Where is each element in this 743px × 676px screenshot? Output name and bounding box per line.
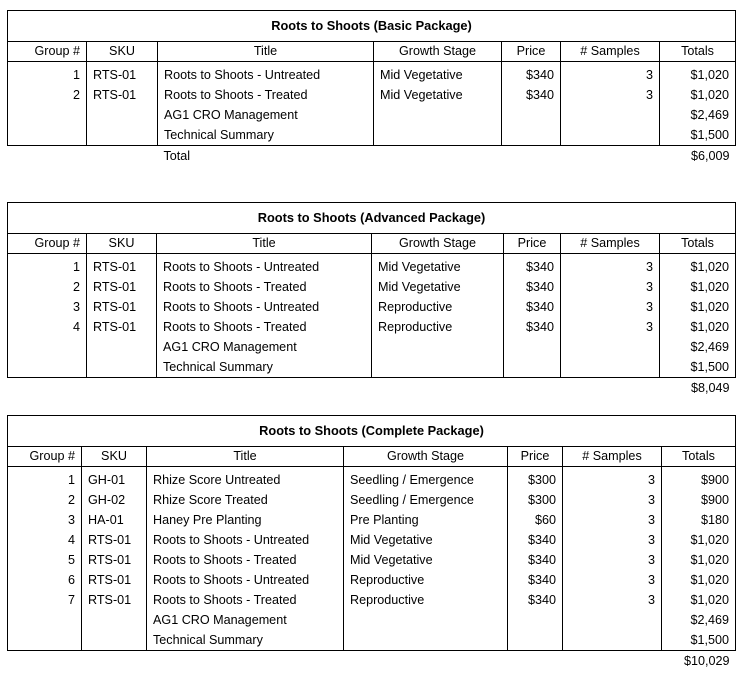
- header-totals: Totals: [660, 234, 736, 254]
- samples-cell: 3: [561, 277, 660, 297]
- sku-cell: GH-02: [82, 490, 147, 510]
- growth-stage-cell: Reproductive: [372, 297, 504, 317]
- totals-cell: $180: [662, 510, 736, 530]
- header-row: [8, 447, 736, 467]
- totals-cell: $2,469: [660, 105, 736, 125]
- price-cell: $340: [502, 85, 561, 105]
- growth-stage-cell: Mid Vegetative: [372, 254, 504, 278]
- sku-cell: RTS-01: [82, 570, 147, 590]
- growth-stage-cell: Pre Planting: [344, 510, 508, 530]
- samples-cell: 3: [563, 510, 662, 530]
- header-group: Group #: [8, 42, 87, 62]
- sku-cell: RTS-01: [82, 530, 147, 550]
- title-cell: AG1 CRO Management: [147, 610, 344, 630]
- totals-cell: $900: [662, 467, 736, 491]
- group-cell: 4: [8, 530, 82, 550]
- table-row: [8, 337, 736, 357]
- title-cell: Roots to Shoots - Untreated: [158, 62, 374, 86]
- samples-cell: 3: [561, 254, 660, 278]
- table-title: Roots to Shoots (Complete Package): [8, 416, 736, 447]
- totals-cell: $1,020: [662, 570, 736, 590]
- header-sku: SKU: [87, 42, 158, 62]
- header-title: Title: [158, 42, 374, 62]
- table-title-row: [8, 416, 736, 447]
- table-row: [8, 62, 736, 86]
- growth-stage-cell: Reproductive: [344, 590, 508, 610]
- header-price: Price: [508, 447, 563, 467]
- sku-cell: [82, 630, 147, 651]
- header-samples: # Samples: [563, 447, 662, 467]
- group-cell: 2: [8, 277, 87, 297]
- price-cell: [508, 630, 563, 651]
- group-cell: 2: [8, 490, 82, 510]
- samples-cell: [563, 610, 662, 630]
- totals-cell: $2,469: [662, 610, 736, 630]
- title-cell: Roots to Shoots - Untreated: [147, 530, 344, 550]
- table-title-row: [8, 203, 736, 234]
- table-title: Roots to Shoots (Advanced Package): [8, 203, 736, 234]
- group-cell: 1: [8, 467, 82, 491]
- growth-stage-cell: Seedling / Emergence: [344, 467, 508, 491]
- growth-stage-cell: [344, 610, 508, 630]
- sku-cell: [82, 610, 147, 630]
- sku-cell: RTS-01: [87, 297, 157, 317]
- total-label: [147, 651, 344, 673]
- table-row: [8, 105, 736, 125]
- title-cell: Roots to Shoots - Treated: [158, 85, 374, 105]
- title-cell: Haney Pre Planting: [147, 510, 344, 530]
- header-group: Group #: [8, 447, 82, 467]
- samples-cell: [561, 105, 660, 125]
- table-row: [8, 467, 736, 491]
- total-label: [157, 378, 372, 400]
- title-cell: Roots to Shoots - Untreated: [157, 297, 372, 317]
- growth-stage-cell: Mid Vegetative: [374, 62, 502, 86]
- totals-cell: $1,020: [660, 62, 736, 86]
- price-cell: $340: [508, 530, 563, 550]
- table-row: [8, 550, 736, 570]
- total-row: [8, 651, 736, 673]
- header-growth-stage: Growth Stage: [372, 234, 504, 254]
- group-cell: 2: [8, 85, 87, 105]
- growth-stage-cell: [374, 125, 502, 146]
- title-cell: Technical Summary: [158, 125, 374, 146]
- sku-cell: [87, 105, 158, 125]
- table-row: [8, 277, 736, 297]
- header-samples: # Samples: [561, 42, 660, 62]
- price-cell: $340: [508, 570, 563, 590]
- header-samples: # Samples: [561, 234, 660, 254]
- basic-package-table: [7, 10, 736, 167]
- group-cell: 6: [8, 570, 82, 590]
- group-cell: [8, 357, 87, 378]
- totals-cell: $2,469: [660, 337, 736, 357]
- samples-cell: [561, 337, 660, 357]
- group-cell: [8, 125, 87, 146]
- group-cell: [8, 610, 82, 630]
- table-row: [8, 630, 736, 651]
- group-cell: 3: [8, 510, 82, 530]
- sku-cell: RTS-01: [87, 85, 158, 105]
- table-body: [8, 62, 736, 146]
- sku-cell: HA-01: [82, 510, 147, 530]
- title-cell: Roots to Shoots - Treated: [147, 590, 344, 610]
- header-growth-stage: Growth Stage: [344, 447, 508, 467]
- header-growth-stage: Growth Stage: [374, 42, 502, 62]
- header-sku: SKU: [87, 234, 157, 254]
- total-value: $6,009: [691, 149, 730, 163]
- growth-stage-cell: Mid Vegetative: [374, 85, 502, 105]
- growth-stage-cell: Reproductive: [372, 317, 504, 337]
- table-body: [8, 254, 736, 378]
- header-price: Price: [502, 42, 561, 62]
- total-label: Total: [163, 149, 191, 163]
- sku-cell: RTS-01: [82, 550, 147, 570]
- samples-cell: [561, 357, 660, 378]
- group-cell: 1: [8, 254, 87, 278]
- sku-cell: RTS-01: [82, 590, 147, 610]
- growth-stage-cell: [372, 337, 504, 357]
- sku-cell: RTS-01: [87, 254, 157, 278]
- table-title: Roots to Shoots (Basic Package): [8, 11, 736, 42]
- samples-cell: 3: [561, 62, 660, 86]
- totals-cell: $1,500: [660, 357, 736, 378]
- table-row: [8, 510, 736, 530]
- growth-stage-cell: [372, 357, 504, 378]
- total-row: [8, 378, 736, 400]
- table-title-row: [8, 11, 736, 42]
- group-cell: 7: [8, 590, 82, 610]
- sku-cell: [87, 125, 158, 146]
- header-row: [8, 42, 736, 62]
- table-row: [8, 317, 736, 337]
- title-cell: Technical Summary: [157, 357, 372, 378]
- samples-cell: 3: [561, 85, 660, 105]
- title-cell: AG1 CRO Management: [158, 105, 374, 125]
- table-row: [8, 85, 736, 105]
- price-cell: $300: [508, 467, 563, 491]
- price-cell: $340: [508, 590, 563, 610]
- table-row: [8, 125, 736, 146]
- table-row: [8, 297, 736, 317]
- growth-stage-cell: [374, 105, 502, 125]
- total-row: [8, 146, 736, 168]
- growth-stage-cell: [344, 630, 508, 651]
- header-title: Title: [157, 234, 372, 254]
- group-cell: [8, 630, 82, 651]
- growth-stage-cell: Mid Vegetative: [344, 550, 508, 570]
- totals-cell: $1,020: [662, 530, 736, 550]
- group-cell: [8, 105, 87, 125]
- samples-cell: 3: [563, 570, 662, 590]
- samples-cell: 3: [563, 490, 662, 510]
- sku-cell: GH-01: [82, 467, 147, 491]
- header-row: [8, 234, 736, 254]
- samples-cell: 3: [563, 467, 662, 491]
- table-row: [8, 610, 736, 630]
- header-price: Price: [504, 234, 561, 254]
- group-cell: 5: [8, 550, 82, 570]
- group-cell: 4: [8, 317, 87, 337]
- price-cell: [504, 357, 561, 378]
- table-row: [8, 570, 736, 590]
- totals-cell: $1,020: [660, 317, 736, 337]
- title-cell: Roots to Shoots - Treated: [157, 277, 372, 297]
- price-cell: [508, 610, 563, 630]
- growth-stage-cell: Mid Vegetative: [344, 530, 508, 550]
- header-group: Group #: [8, 234, 87, 254]
- totals-cell: $1,020: [660, 277, 736, 297]
- sku-cell: RTS-01: [87, 317, 157, 337]
- price-cell: $340: [502, 62, 561, 86]
- table-row: [8, 357, 736, 378]
- header-totals: Totals: [662, 447, 736, 467]
- samples-cell: 3: [563, 550, 662, 570]
- price-cell: [502, 125, 561, 146]
- table-row: [8, 490, 736, 510]
- price-cell: $300: [508, 490, 563, 510]
- totals-cell: $900: [662, 490, 736, 510]
- price-cell: [502, 105, 561, 125]
- samples-cell: 3: [561, 297, 660, 317]
- total-value: $8,049: [691, 381, 730, 395]
- sku-cell: [87, 357, 157, 378]
- samples-cell: [561, 125, 660, 146]
- total-value: $10,029: [683, 654, 730, 668]
- samples-cell: [563, 630, 662, 651]
- group-cell: [8, 337, 87, 357]
- price-cell: $340: [504, 277, 561, 297]
- title-cell: AG1 CRO Management: [157, 337, 372, 357]
- sku-cell: RTS-01: [87, 277, 157, 297]
- table-row: [8, 530, 736, 550]
- totals-cell: $1,020: [660, 85, 736, 105]
- totals-cell: $1,020: [660, 297, 736, 317]
- title-cell: Roots to Shoots - Treated: [147, 550, 344, 570]
- totals-cell: $1,020: [662, 550, 736, 570]
- advanced-package-table: [7, 202, 736, 399]
- totals-cell: $1,020: [662, 590, 736, 610]
- totals-cell: $1,500: [660, 125, 736, 146]
- samples-cell: 3: [563, 590, 662, 610]
- header-sku: SKU: [82, 447, 147, 467]
- title-cell: Rhize Score Untreated: [147, 467, 344, 491]
- table-row: [8, 254, 736, 278]
- header-totals: Totals: [660, 42, 736, 62]
- title-cell: Roots to Shoots - Untreated: [157, 254, 372, 278]
- table-row: [8, 590, 736, 610]
- sku-cell: [87, 337, 157, 357]
- totals-cell: $1,020: [660, 254, 736, 278]
- title-cell: Rhize Score Treated: [147, 490, 344, 510]
- samples-cell: 3: [561, 317, 660, 337]
- price-cell: $340: [504, 317, 561, 337]
- group-cell: 1: [8, 62, 87, 86]
- complete-package-table: [7, 415, 736, 672]
- title-cell: Technical Summary: [147, 630, 344, 651]
- growth-stage-cell: Mid Vegetative: [372, 277, 504, 297]
- price-cell: $340: [504, 297, 561, 317]
- group-cell: 3: [8, 297, 87, 317]
- growth-stage-cell: Reproductive: [344, 570, 508, 590]
- title-cell: Roots to Shoots - Untreated: [147, 570, 344, 590]
- price-cell: [504, 337, 561, 357]
- totals-cell: $1,500: [662, 630, 736, 651]
- price-cell: $340: [504, 254, 561, 278]
- price-cell: $60: [508, 510, 563, 530]
- table-body: [8, 467, 736, 651]
- samples-cell: 3: [563, 530, 662, 550]
- sku-cell: RTS-01: [87, 62, 158, 86]
- price-cell: $340: [508, 550, 563, 570]
- header-title: Title: [147, 447, 344, 467]
- growth-stage-cell: Seedling / Emergence: [344, 490, 508, 510]
- title-cell: Roots to Shoots - Treated: [157, 317, 372, 337]
